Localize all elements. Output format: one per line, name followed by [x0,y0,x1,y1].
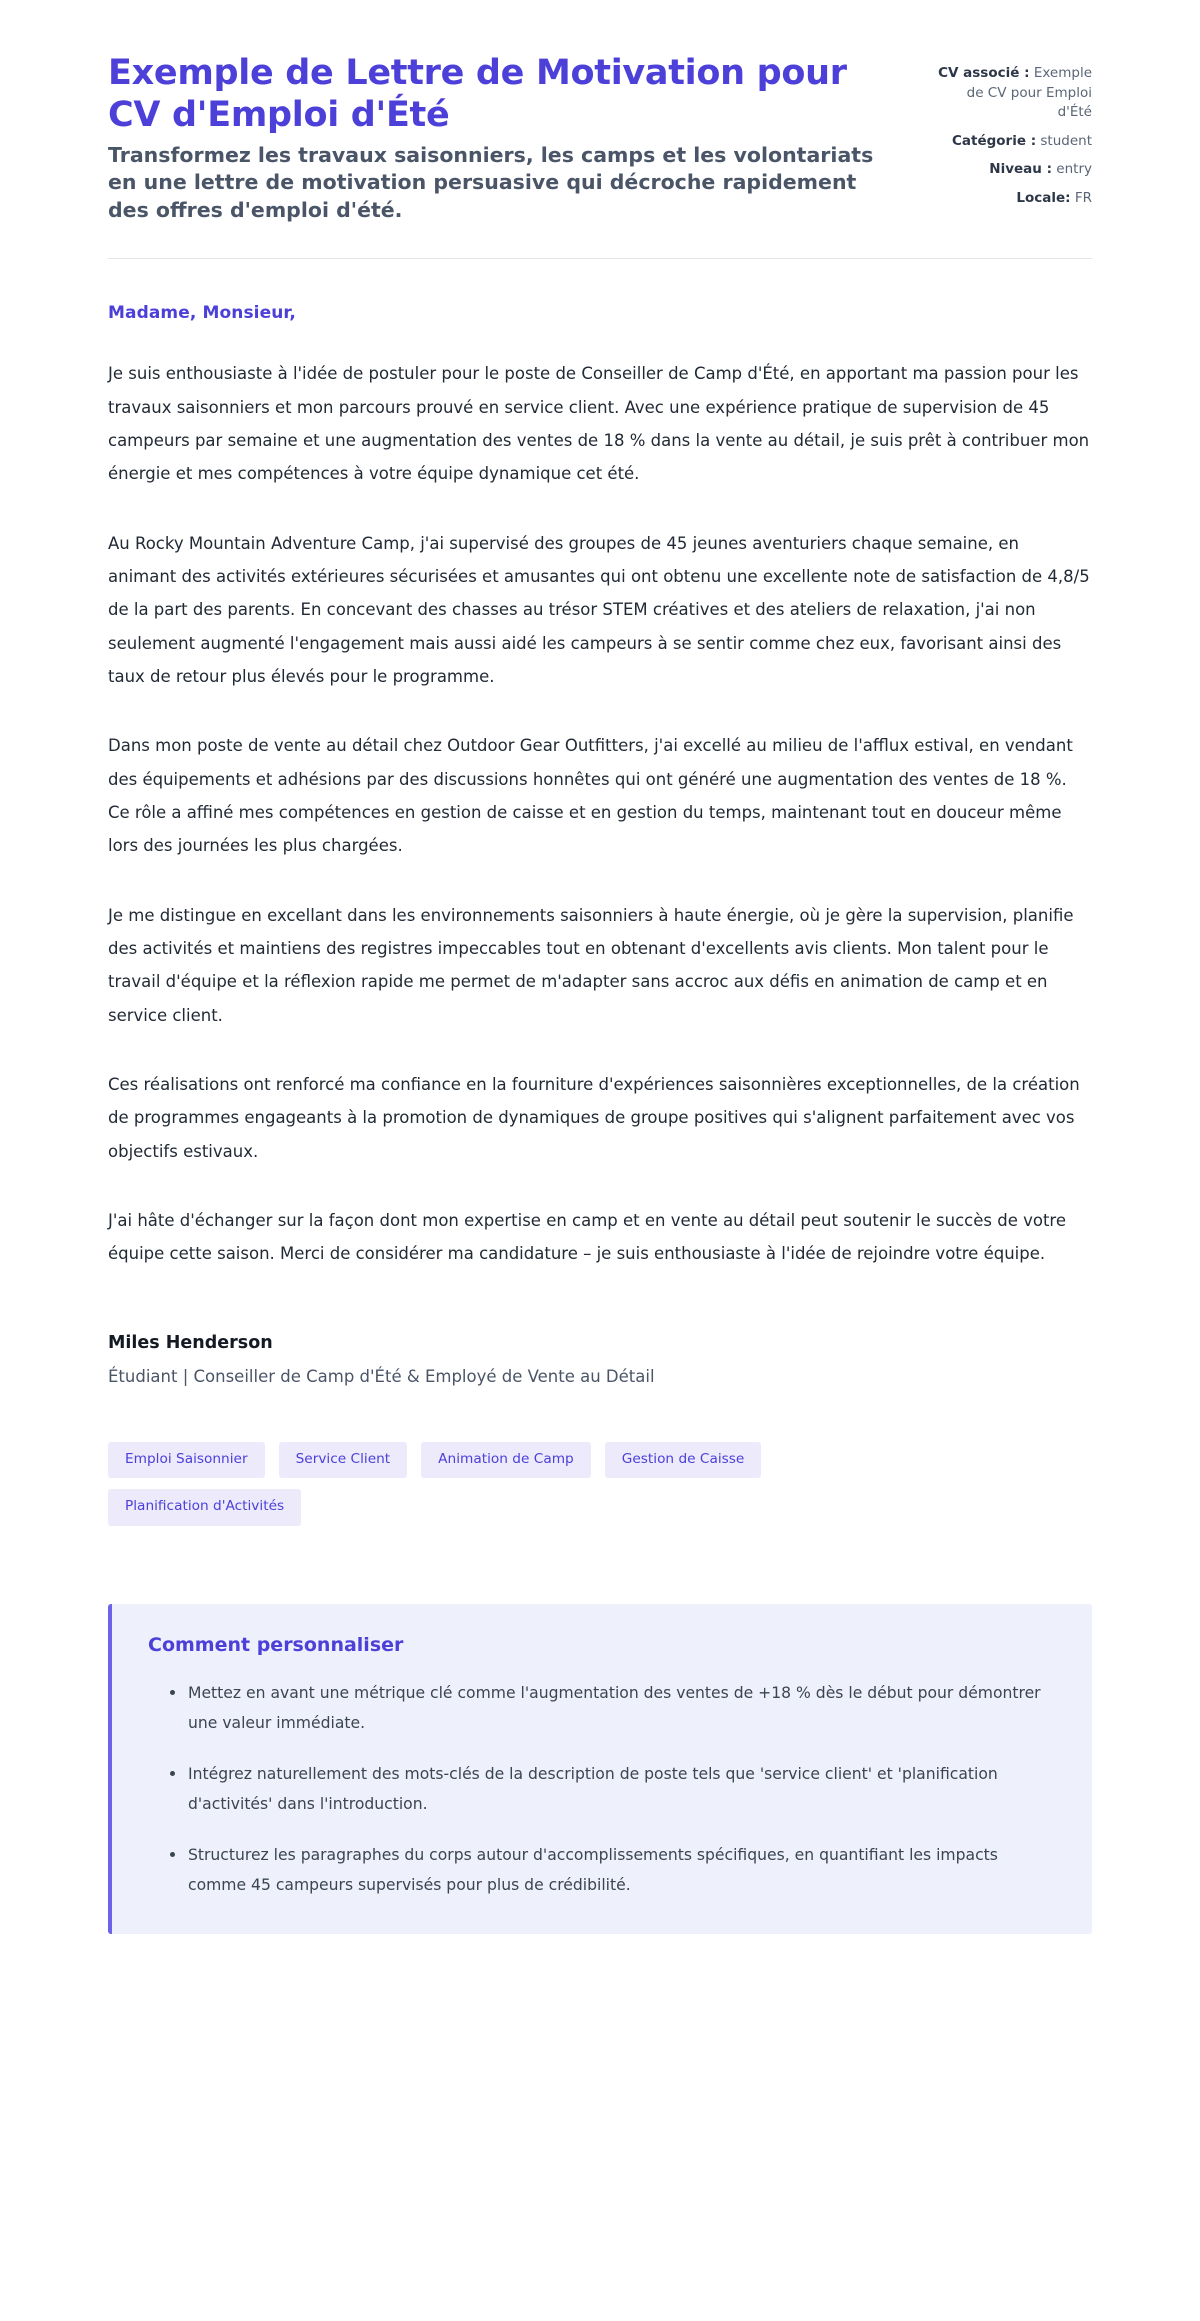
meta-associated-cv-label: CV associé : [938,65,1030,81]
page-title: Exemple de Lettre de Motivation pour CV d'Emploi d'Été [108,53,847,135]
letter-paragraph: Je me distingue en excellant dans les environnements saisonniers à haute énergie, où je gère la supervision, planifie des activités et maintiens des registres impeccables tout en obtenant d'excellents avis clients. Mon talent pour le travail d'équipe et la réflexion rapide me permet de m'adapter sans accroc aux défis en animation de camp et en service client. [108,905,1074,1025]
callout-tip-list [148,1678,1056,1900]
callout-tip-item: Mettez en avant une métrique clé comme l'augmentation des ventes de +18 % dès le début pour démontrer une valeur immédiate. [170,1678,1056,1739]
meta-associated-cv [937,64,1092,123]
header-text-block [108,52,888,224]
meta-category [937,132,1092,152]
tag-chip[interactable]: Animation de Camp [421,1442,591,1479]
page-subtitle: Transformez les travaux saisonniers, les camps et les volontariats en une lettre de motivation persuasive qui décroche rapidement des offres d'emploi d'été. [108,143,874,222]
letter-salutation: Madame, Monsieur, [108,303,296,324]
meta-locale-value: FR [1074,189,1092,206]
document-metadata [937,52,1092,208]
letter-paragraph: Dans mon poste de vente au détail chez Outdoor Gear Outfitters, j'ai excellé au milieu de l'afflux estival, en vendant des équipements et adhésions par des discussions honnêtes qui ont généré une augmentation des ventes de 18 %. Ce rôle a affiné mes compétences en gestion de caisse et en gestion du temps, maintenant tout en douceur même lors des journées les plus chargées. [108,736,1073,856]
meta-locale [937,189,1092,209]
meta-associated-cv-value: Exemple de CV pour Emploi d'Été [966,65,1092,121]
tag-chip[interactable]: Gestion de Caisse [605,1442,762,1479]
meta-level [937,160,1092,180]
meta-category-label: Catégorie : [951,132,1037,149]
callout-title: Comment personnaliser [148,1634,404,1657]
letter-paragraph: Ces réalisations ont renforcé ma confiance en la fourniture d'expériences saisonnières exceptionnelles, de la création de programmes engageants à la promotion de dynamiques de groupe positives qui s'alignent parfaitement avec vos objectifs estivaux. [108,1074,1080,1161]
tag-chip[interactable]: Emploi Saisonnier [108,1442,265,1479]
letter-paragraph: J'ai hâte d'échanger sur la façon dont mon expertise en camp et en vente au détail peut soutenir le succès de votre équipe cette saison. Merci de considérer ma candidature – je suis enthousiaste à l'idée de rejoindre votre équipe. [108,1210,1066,1264]
customization-callout [108,1604,1092,1934]
callout-tip-item: Structurez les paragraphes du corps autour d'accomplissements spécifiques, en quantifiant les impacts comme 45 campeurs supervisés pour plus de crédibilité. [170,1840,1056,1901]
letter-paragraph: Au Rocky Mountain Adventure Camp, j'ai supervisé des groupes de 45 jeunes aventuriers chaque semaine, en animant des activités extérieures sécurisées et amusantes qui ont obtenu une excellente note de satisfaction de 4,8/5 de la part des parents. En concevant des chasses au trésor STEM créatives et des ateliers de relaxation, j'ai non seulement augmenté l'engagement mais aussi aidé les campeurs à se sentir comme chez eux, favorisant ainsi des taux de retour plus élevés pour le programme. [108,533,1090,687]
signature-role: Étudiant | Conseiller de Camp d'Été & Employé de Vente au Détail [108,1366,655,1386]
letter-signature [108,1307,1092,1386]
tag-chip[interactable]: Planification d'Activités [108,1489,301,1526]
letter-paragraph: Je suis enthousiaste à l'idée de postuler pour le poste de Conseiller de Camp d'Été, en apportant ma passion pour les travaux saisonniers et mon parcours prouvé en service client. Avec une expérience pratique de supervision de 45 campeurs par semaine et une augmentation des ventes de 18 % dans la vente au détail, je suis prêt à contribuer mon énergie et mes compétences à votre équipe dynamique cet été. [108,364,1090,484]
meta-level-value: entry [1056,161,1092,178]
tag-chip[interactable]: Service Client [279,1442,408,1479]
document-header [108,0,1092,224]
signature-name: Miles Henderson [108,1332,273,1353]
tag-list [108,1386,918,1526]
cover-letter-body [108,259,1092,1385]
meta-category-value: student [1040,132,1092,149]
callout-tip-item: Intégrez naturellement des mots-clés de la description de poste tels que 'service client' et 'planification d'activités' dans l'introduction. [170,1759,1056,1820]
meta-level-label: Niveau : [989,161,1052,178]
meta-locale-label: Locale: [1016,189,1071,206]
